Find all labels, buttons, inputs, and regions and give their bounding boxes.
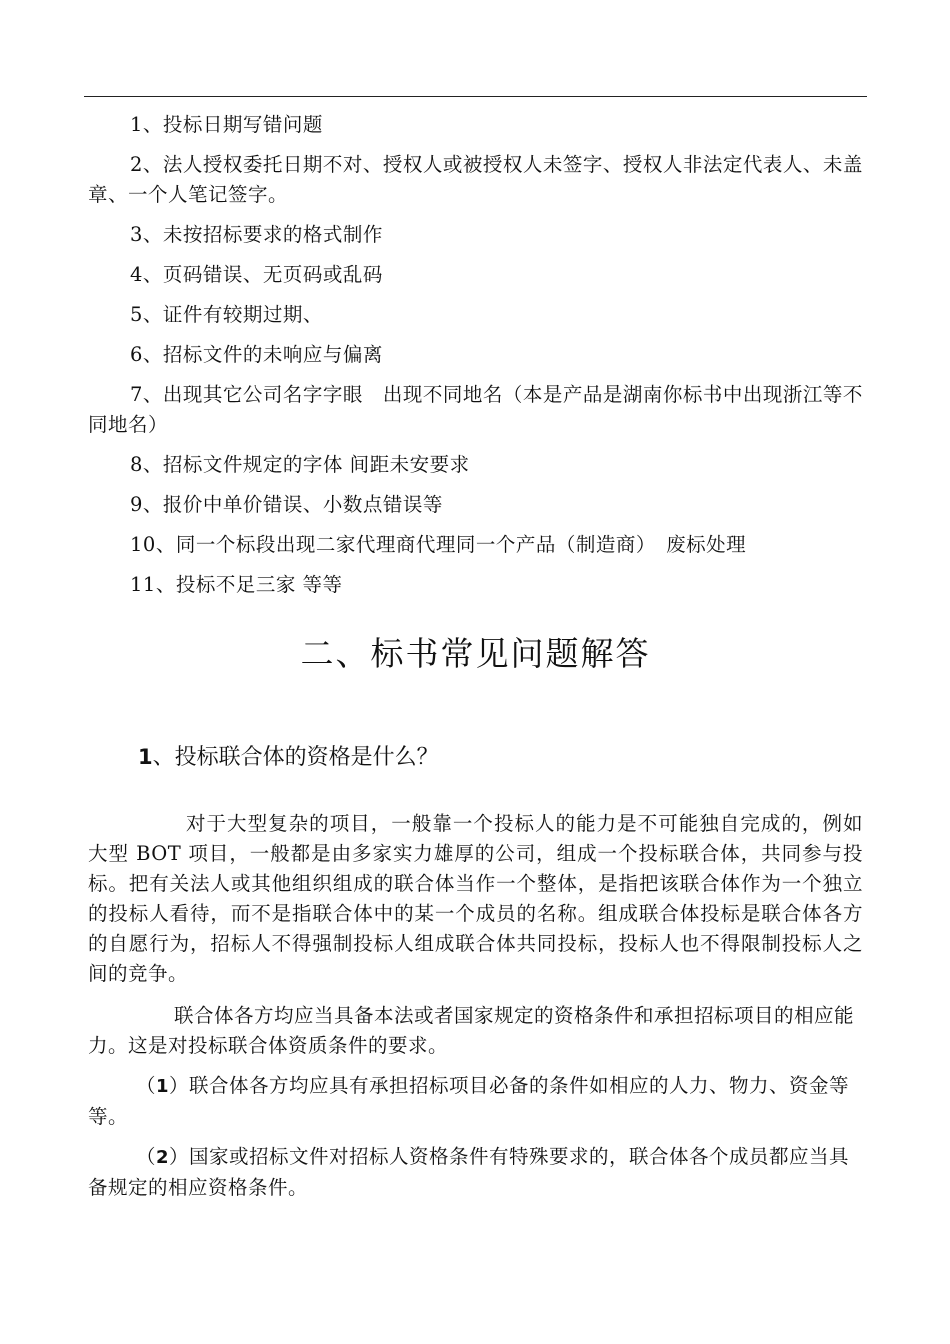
list-item: 11、投标不足三家 等等 xyxy=(130,573,343,596)
list-item: 4、页码错误、无页码或乱码 xyxy=(130,263,383,286)
paragraph-consortium-intro: 对于大型复杂的项目，一般靠一个投标人的能力是不可能独自完成的，例如大型 BOT 项目，一般都是由多家实力雄厚的公司，组成一个投标联合体，共同参与投标。把有关法人或其他组织组成的联合体当作一个整体，是指把该联合体作为一个独立的投标人看待，而不是指联合体中的某一个成员的名称。组成联合体投标是联合体各方的自愿行为，招标人不得强制投标人组成联合体共同投标，投标人也不得限制投标人之间的竞争。 xyxy=(88,812,863,985)
list-item: 8、招标文件规定的字体 间距未安要求 xyxy=(130,453,470,476)
header-rule xyxy=(84,96,867,97)
paren-open: （ xyxy=(136,1145,157,1168)
requirement-number: 1 xyxy=(156,1076,170,1097)
list-item: 3、未按招标要求的格式制作 xyxy=(130,223,383,246)
disqualification-list xyxy=(88,110,863,600)
requirement-text: ）联合体各方均应具有承担招标项目必备的条件如相应的人力、物力、资金等等。 xyxy=(88,1074,850,1128)
paragraph-requirement-2 xyxy=(88,1142,863,1203)
paragraph-requirement-1 xyxy=(88,1071,863,1132)
requirement-text: ）国家或招标文件对招标人资格条件有特殊要求的，联合体各个成员都应当具备规定的相应资格条件。 xyxy=(88,1145,850,1199)
paragraph-consortium-requirements: 联合体各方均应当具备本法或者国家规定的资格条件和承担招标项目的相应能力。这是对投标联合体资质条件的要求。 xyxy=(88,1004,855,1057)
question-number: 1 xyxy=(138,745,153,769)
list-item: 9、报价中单价错误、小数点错误等 xyxy=(130,493,443,516)
list-item: 1、投标日期写错问题 xyxy=(130,113,323,136)
question-text: 、投标联合体的资格是什么？ xyxy=(152,745,439,770)
requirement-number: 2 xyxy=(156,1147,170,1168)
list-item: 5、证件有较期过期、 xyxy=(130,303,323,326)
document-body xyxy=(88,110,863,1203)
question-heading xyxy=(138,742,863,773)
list-item: 2、法人授权委托日期不对、授权人或被授权人未签字、授权人非法定代表人、未盖章、一个人笔记签字。 xyxy=(88,153,863,206)
paren-open: （ xyxy=(136,1074,157,1097)
list-item: 7、出现其它公司名字字眼 出现不同地名（本是产品是湖南你标书中出现浙江等不同地名） xyxy=(88,383,863,436)
list-item: 10、同一个标段出现二家代理商代理同一个产品（制造商） 废标处理 xyxy=(130,533,747,556)
section-title: 二、标书常见问题解答 xyxy=(300,634,651,673)
list-item: 6、招标文件的未响应与偏离 xyxy=(130,343,383,366)
